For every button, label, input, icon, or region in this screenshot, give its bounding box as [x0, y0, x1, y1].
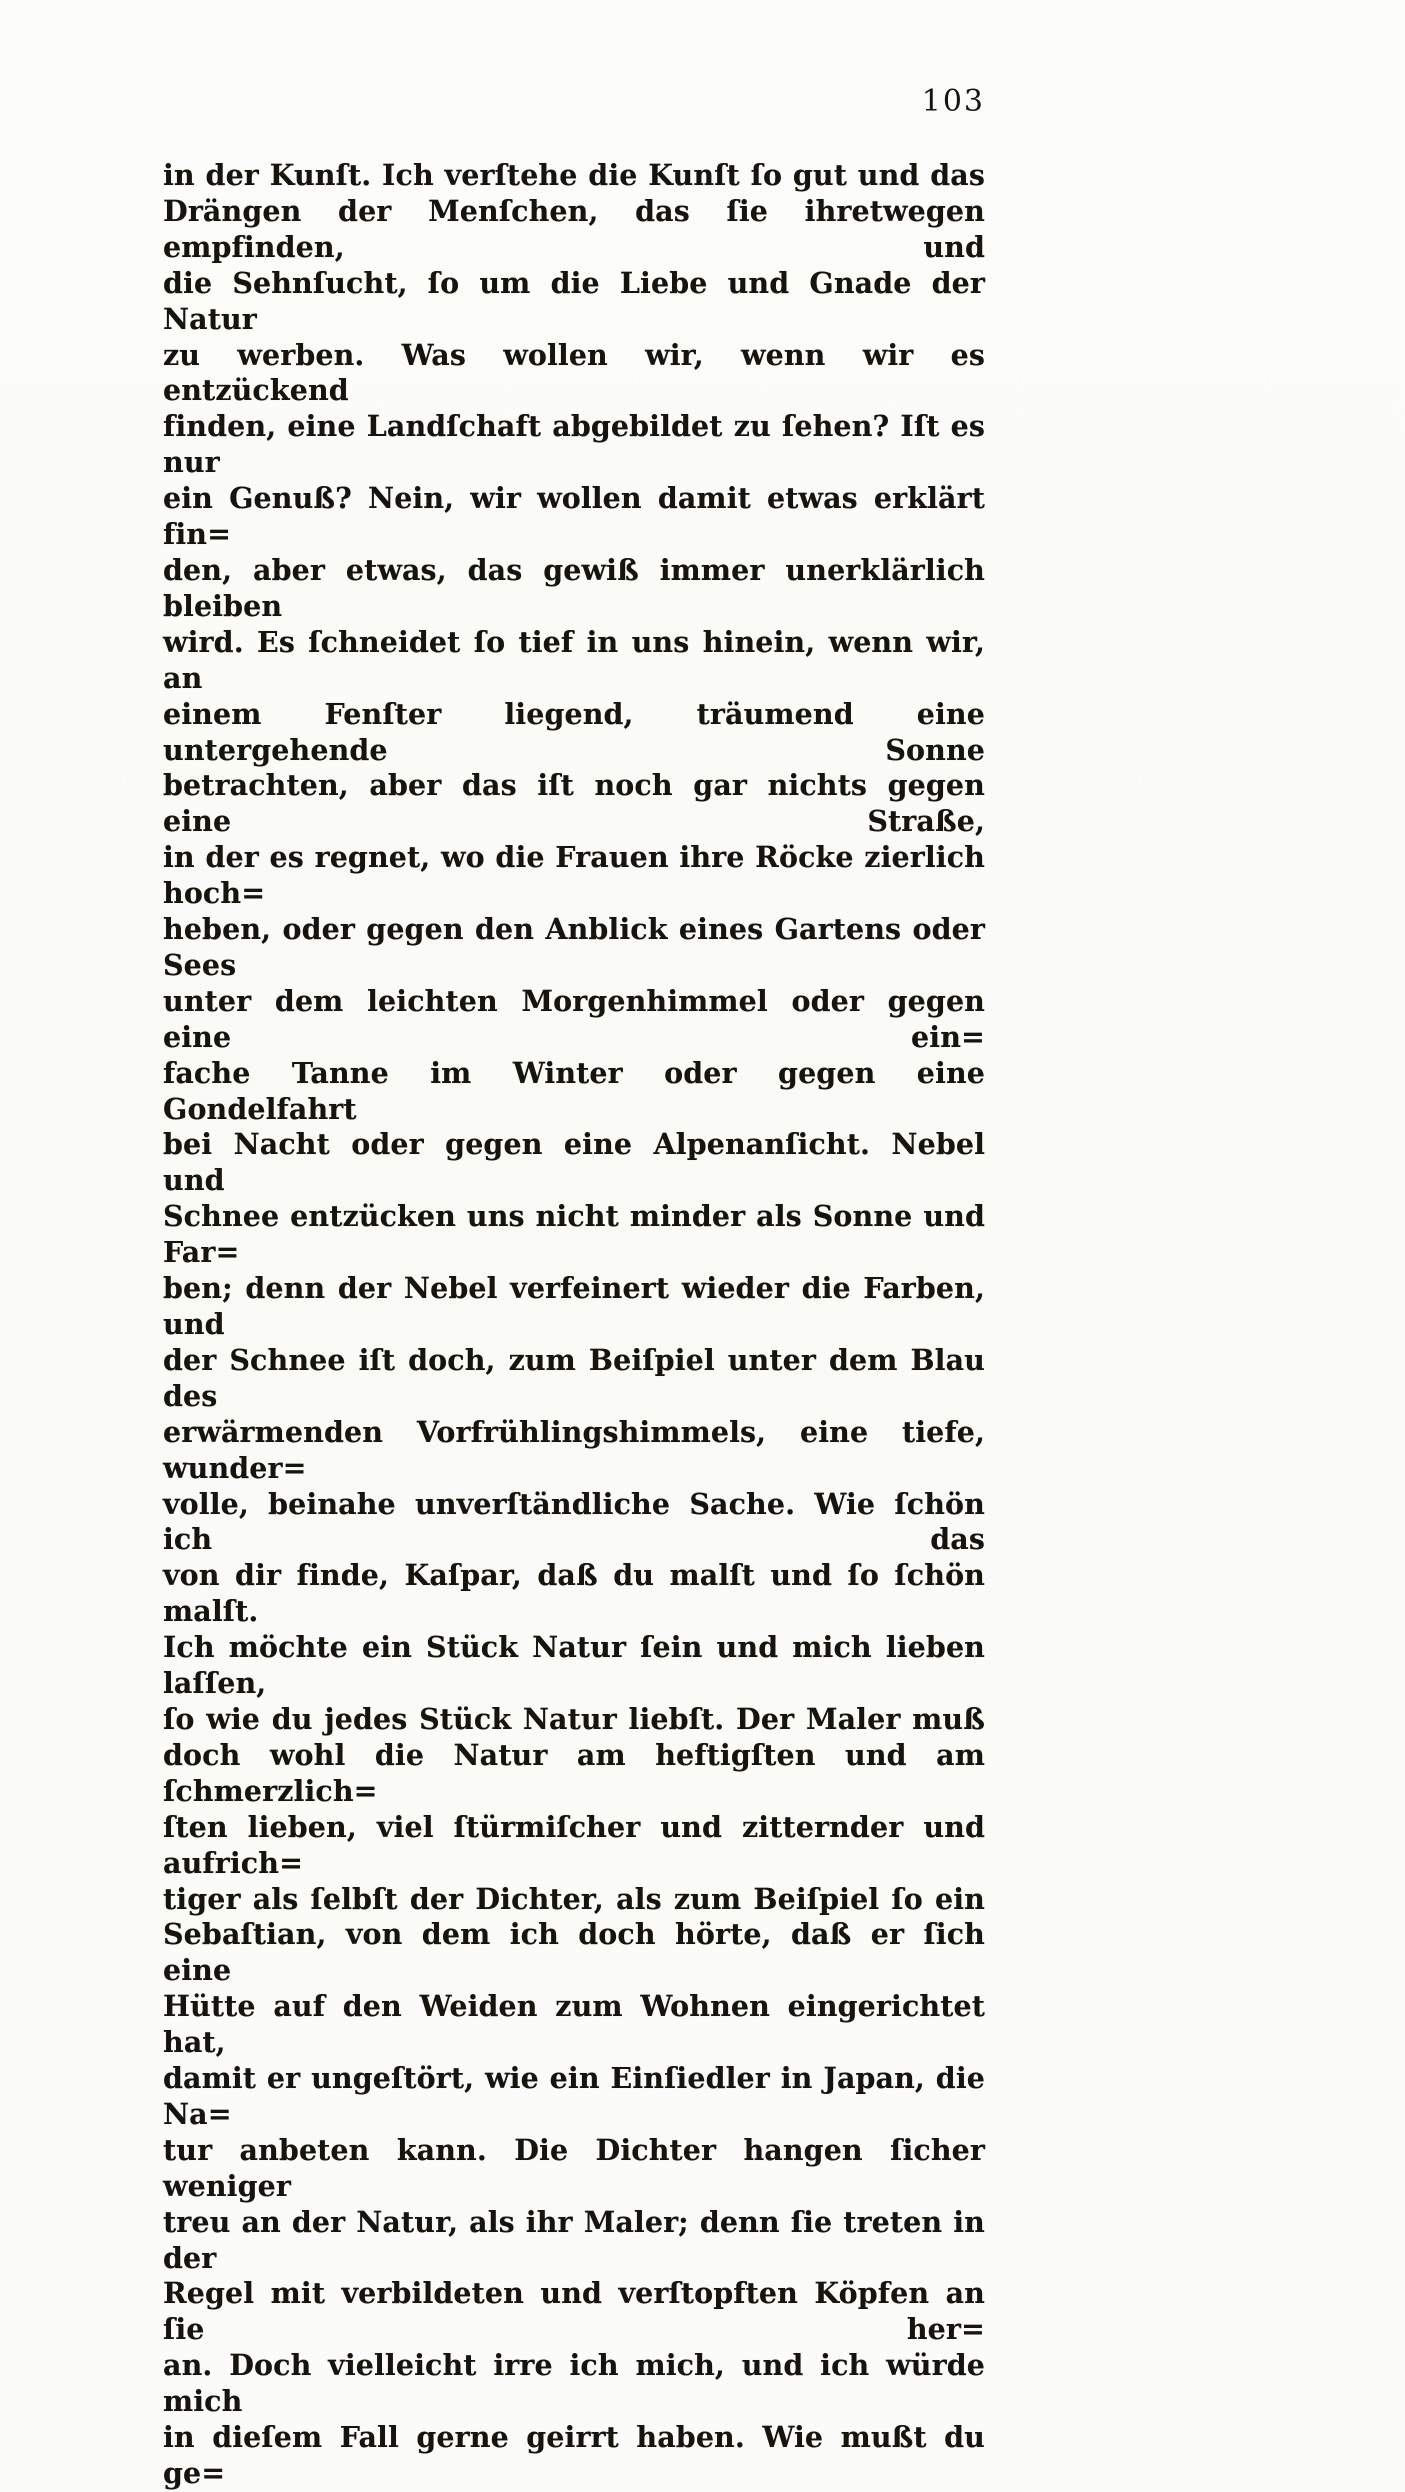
text-line: fache Tanne im Winter oder gegen eine Gondelfahrt [163, 1055, 985, 1126]
text-line: damit er ungeſtört, wie ein Einſiedler in Japan, die Na= [163, 2061, 985, 2131]
text-line: zu werben. Was wollen wir, wenn wir es entzückend [163, 337, 985, 408]
text-line: der Schnee iſt doch, zum Beiſpiel unter dem Blau des [163, 1342, 985, 1413]
text-line: Hütte auf den Weiden zum Wohnen eingerichtet hat, [163, 1989, 985, 2060]
text-line: tiger als ſelbſt der Dichter, als zum Beiſpiel ſo ein [163, 1881, 985, 1916]
text-line: Sebaſtian, von dem ich doch hörte, daß er ſich eine [163, 1917, 985, 1988]
text-line: Regel mit verbildeten und verſtopften Köpfen an ſie her= [163, 2276, 985, 2347]
text-line: ben; denn der Nebel verfeinert wieder die Farben, und [163, 1271, 985, 1341]
text-line: heben, oder gegen den Anblick eines Gartens oder Sees [163, 912, 985, 982]
text-line: Schnee entzücken uns nicht minder als Sonne und Far= [163, 1199, 985, 1270]
text-line: unter dem leichten Morgenhimmel oder gegen eine ein= [163, 983, 985, 1054]
text-line: erwärmenden Vorfrühlingshimmels, eine tiefe, wunder= [163, 1414, 985, 1485]
text-line: in dieſem Fall gerne geirrt haben. Wie mußt du ge= [163, 2420, 985, 2490]
text-line: Ich möchte ein Stück Natur ſein und mich lieben laſſen, [163, 1630, 985, 1701]
text-line: doch wohl die Natur am heftigſten und am ſchmerzlich= [163, 1737, 985, 1808]
text-line: betrachten, aber das iſt noch gar nichts gegen eine Straße, [163, 768, 985, 839]
text-line: volle, beinahe unverſtändliche Sache. Wie ſchön ich das [163, 1486, 985, 1557]
page-number: 103 [921, 84, 985, 119]
body-text [163, 158, 985, 2492]
text-line: in der Kunſt. Ich verſtehe die Kunſt ſo gut und das [163, 158, 985, 192]
text-line: den, aber etwas, das gewiß immer unerklärlich bleiben [163, 552, 985, 623]
text-line: die Sehnſucht, ſo um die Liebe und Gnade der Natur [163, 265, 985, 336]
text-line: von dir finde, Kaſpar, daß du malſt und ſo ſchön malſt. [163, 1558, 985, 1629]
text-line: ein Genuß? Nein, wir wollen damit etwas erklärt fin= [163, 481, 985, 552]
text-line: finden, eine Landſchaft abgebildet zu ſehen? Iſt es nur [163, 409, 985, 480]
text-line: bei Nacht oder gegen eine Alpenanſicht. Nebel und [163, 1127, 985, 1198]
text-line: tur anbeten kann. Die Dichter hangen ſicher weniger [163, 2132, 985, 2203]
text-line: treu an der Natur, als ihr Maler; denn ſie treten in der [163, 2204, 985, 2275]
text-line: in der es regnet, wo die Frauen ihre Röcke zierlich hoch= [163, 840, 985, 911]
text-line: ſten lieben, viel ſtürmiſcher und zitternder und aufrich= [163, 1809, 985, 1880]
text-line: ſo wie du jedes Stück Natur liebſt. Der Maler muß [163, 1701, 985, 1736]
text-line: einem Fenſter liegend, träumend eine untergehende Sonne [163, 696, 985, 767]
text-line: wird. Es ſchneidet ſo tief in uns hinein, wenn wir, an [163, 624, 985, 695]
text-line: Drängen der Menſchen, das ſie ihretwegen empfinden, und [163, 193, 985, 264]
text-line: an. Doch vielleicht irre ich mich, und ich würde mich [163, 2348, 985, 2419]
